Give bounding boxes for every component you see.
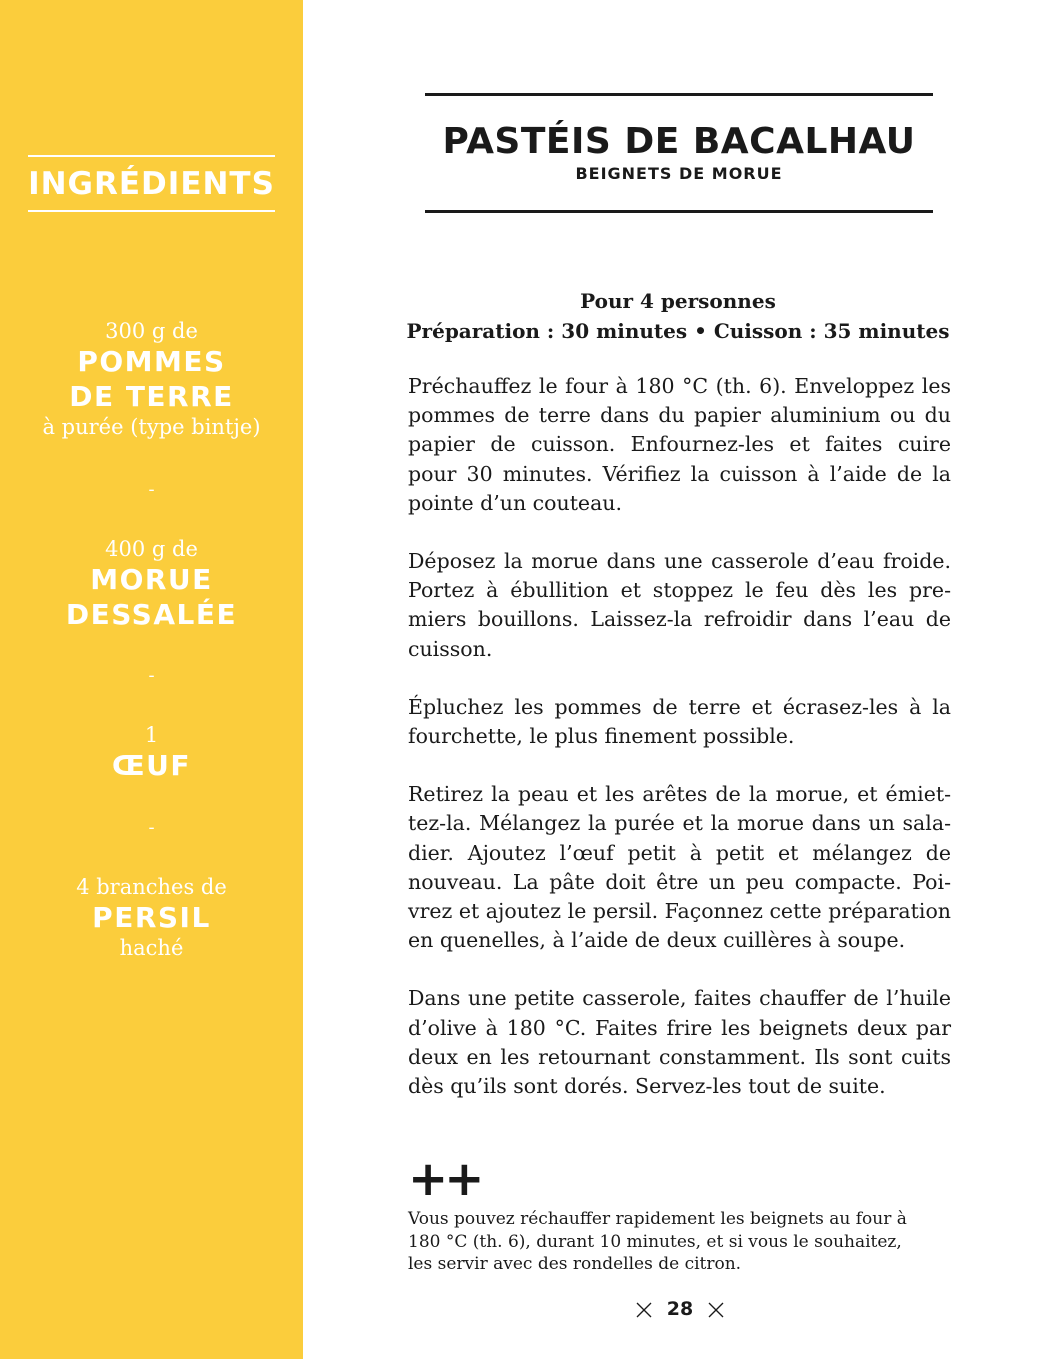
recipe-meta [400, 286, 956, 346]
ingredient-item [0, 318, 303, 440]
instruction-step: Préchauffez le four à 180 °C (th. 6). Enveloppez les pommes de terre dans du papier aluminium ou du papier de cuisson. Enfournez-les et faites cuire pour 30 minutes. Vérifiez la cuisson à l’aide de la pointe d’un couteau. [408, 374, 951, 515]
instruction-step: Retirez la peau et les arêtes de la morue, et émiettez-la. Mélangez la purée et la morue dans un saladier. Ajoutez l’œuf petit à petit et mélangez de nouveau. La pâte doit être un peu compacte. Poivrez et ajoutez le persil. Façonnez cette préparation en quenelles, à l’aide de deux cuillères à soupe. [408, 782, 951, 953]
ingredient-quantity: 300 g de [105, 319, 198, 343]
tip-text: Vous pouvez réchauffer rapidement les beignets au four à 180 °C (th. 6), durant 10 minutes, et si vous le souhaitez, les servir avec des rondelles de citron. [408, 1209, 907, 1274]
ingredient-quantity: 4 branches de [76, 875, 227, 899]
ingredient-quantity: 1 [144, 723, 159, 747]
cross-ornament-icon [636, 1302, 652, 1318]
ingredient-separator: - [148, 479, 155, 500]
ingredient-separator: - [148, 665, 155, 686]
ingredient-quantity: 400 g de [105, 537, 198, 561]
tip-marker: ++ [408, 1151, 481, 1207]
servings: Pour 4 personnes [580, 289, 776, 313]
ingredient-item [0, 874, 303, 961]
prep-cook-times: Préparation : 30 minutes • Cuisson : 35 minutes [406, 319, 950, 343]
recipe-instructions [408, 372, 951, 1130]
ingredient-note: haché [119, 936, 184, 960]
ingredient-separator: - [148, 817, 155, 838]
ingredients-sidebar [0, 0, 303, 1359]
ingredient-name: PERSIL [92, 901, 211, 934]
recipe-subtitle: BEIGNETS DE MORUE [575, 164, 783, 183]
ingredient-name: ŒUF [111, 749, 192, 782]
ingredient-note: à purée (type bintje) [42, 415, 261, 439]
recipe-title: PASTÉIS DE BACALHAU [442, 121, 916, 162]
ingredients-heading: INGRÉDIENTS [28, 155, 275, 212]
recipe-title-block [425, 93, 933, 213]
page-number-footer [630, 1294, 730, 1324]
cross-ornament-icon [708, 1302, 724, 1318]
instruction-step: Dans une petite casserole, faites chauffer de l’huile d’olive à 180 °C. Faites frire les beignets deux par deux en les retournant constamment. Ils sont cuits dès qu’ils sont dorés. Servez-les tout de suite. [408, 986, 951, 1099]
ingredient-name: POMMES DE TERRE [69, 345, 234, 413]
ingredient-item [0, 536, 303, 632]
ingredient-name: MORUE DESSALÉE [65, 563, 238, 631]
ingredient-item [0, 722, 303, 783]
instruction-step: Épluchez les pommes de terre et écrasez-les à la fourchette, le plus finement possible. [408, 694, 951, 749]
instruction-step: Déposez la morue dans une casserole d’eau froide. Portez à ébullition et stoppez le feu dès les premiers bouillons. Laissez-la refroidir dans l’eau de cuisson. [408, 549, 951, 661]
page-number: 28 [666, 1298, 694, 1320]
